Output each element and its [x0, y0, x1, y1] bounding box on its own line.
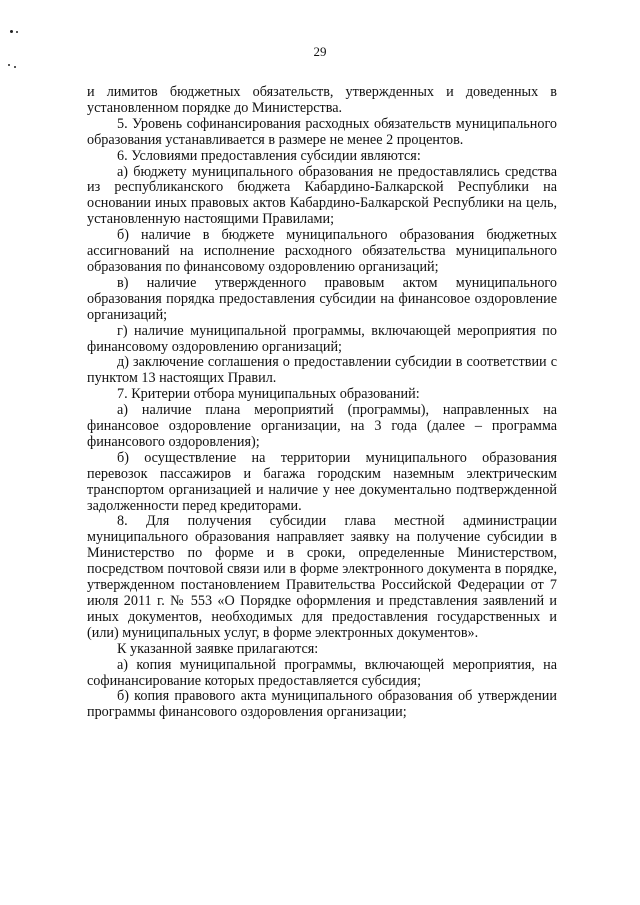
paragraph-5-cofinancing-level: 5. Уровень софинансирования расходных обязательств муниципального образования устанавливается в размере не менее 2 процентов.: [87, 115, 557, 148]
paragraph-attachment-a: а) копия муниципальной программы, включающей мероприятия, на софинансирование которых предоставляется субсидия;: [87, 656, 557, 689]
scan-speck: [8, 64, 10, 66]
paragraph-6b: б) наличие в бюджете муниципального образования бюджетных ассигнований на исполнение расходного обязательства муниципального образования по финансовому оздоровлению организаций;: [87, 227, 557, 275]
paragraph-7a: а) наличие плана мероприятий (программы), направленных на финансовое оздоровление организации, на 3 года (далее – программа финансового оздоровления);: [87, 402, 557, 450]
paragraph-7b: б) осуществление на территории муниципального образования перевозок пассажиров и багажа городским наземным электрическим транспортом организацией и наличие у нее документально подтвержденной задолженности перед кредиторами.: [87, 449, 557, 514]
paragraph-6g: г) наличие муниципальной программы, включающей мероприятия по финансовому оздоровлению организаций;: [87, 322, 557, 355]
scan-speck: [10, 30, 13, 33]
paragraph-6v: в) наличие утвержденного правовым актом муниципального образования порядка предоставления субсидии на финансовое оздоровление организаций;: [87, 274, 557, 323]
paragraph-attachment-b: б) копия правового акта муниципального образования об утверждении программы финансового оздоровления организации;: [87, 688, 557, 721]
paragraph-6a: а) бюджету муниципального образования не предоставлялись средства из республиканского бюджета Кабардино-Балкарской Республики на основании иных правовых актов Кабардино-Балкарской Республики на цель, установленную настоящими Правилами;: [87, 163, 557, 228]
scan-speck: [14, 66, 16, 68]
document-body: [87, 85, 557, 721]
paragraph-6-heading: 6. Условиями предоставления субсидии являются:: [117, 147, 421, 164]
paragraph-limits-continuation: и лимитов бюджетных обязательств, утвержденных и доведенных в установленном порядке до Министерства.: [87, 84, 557, 116]
scan-speck: [16, 31, 18, 33]
paragraph-8: 8. Для получения субсидии глава местной администрации муниципального образования направляет заявку на получение субсидии в Министерство по форме и в сроки, определенные Министерством, посредством почтовой связи или в форме электронного документа в порядке, утвержденном постановлением Правительства Российской Федерации от 7 июля 2011 г. № 553 «О Порядке оформления и представления заявлений и иных документов, необходимых для предоставления государственных и (или) муниципальных услуг, в форме электронных документов».: [87, 513, 557, 641]
paragraph-6d: д) заключение соглашения о предоставлении субсидии в соответствии с пунктом 13 настоящих Правил.: [87, 354, 557, 387]
paragraph-attachments-heading: К указанной заявке прилагаются:: [117, 640, 319, 657]
paragraph-7-heading: 7. Критерии отбора муниципальных образований:: [117, 386, 420, 403]
page-number: 29: [313, 44, 327, 59]
